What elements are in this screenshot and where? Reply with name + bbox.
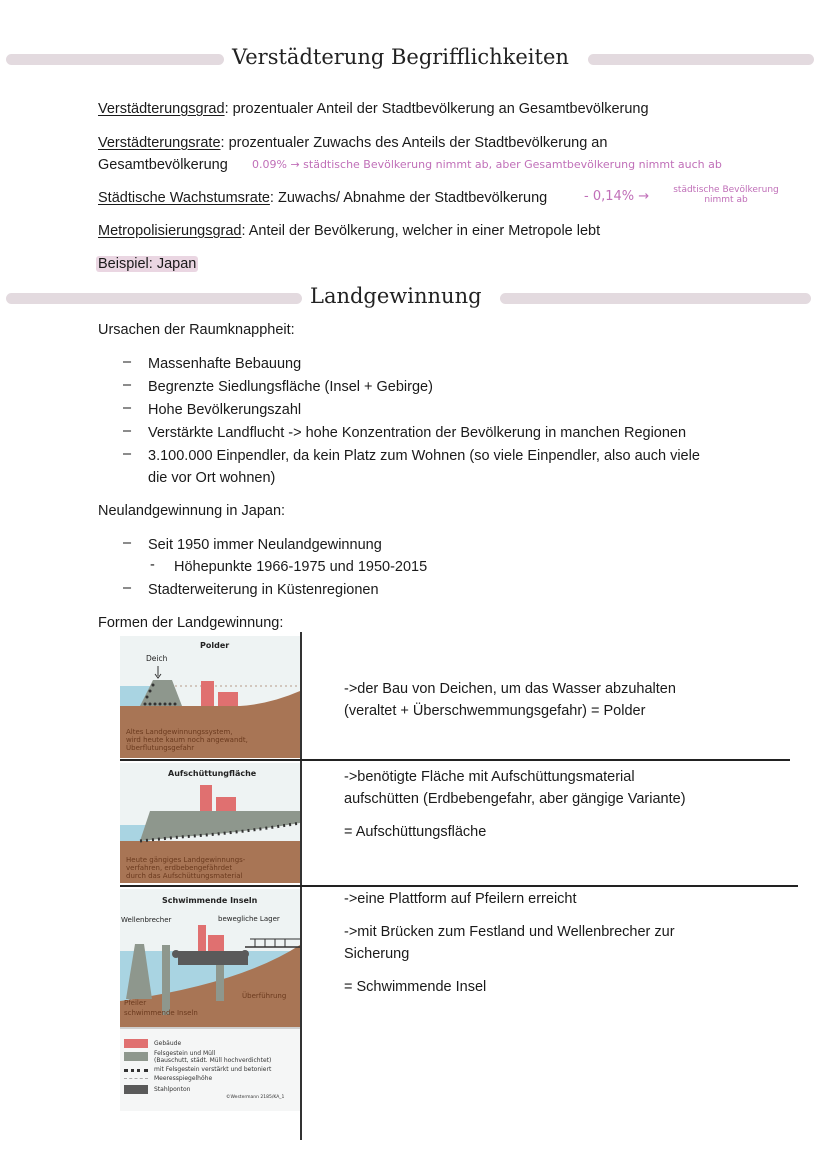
term: Städtische Wachstumsrate (98, 190, 270, 206)
legend-swatch-felsgestein (124, 1052, 148, 1061)
schwimmende-inseln-diagram (120, 889, 300, 1111)
caption-line: durch das Aufschüttungsmaterial (126, 872, 243, 880)
form-description: Sicherung (344, 946, 410, 962)
legend-swatch-gebaeude (124, 1039, 148, 1048)
section-title-landgewinnung: Landgewinnung (310, 284, 482, 308)
definition-text: : Zuwachs/ Abnahme der Stadtbevölkerung (269, 190, 548, 206)
legend-label: Gebäude (154, 1040, 182, 1047)
form-description: = Aufschüttungsfläche (344, 824, 487, 840)
form-description: ->benötigte Fläche mit Aufschüttungsmaterial (344, 769, 635, 785)
japan-subitem: Höhepunkte 1966-1975 und 1950-2015 (174, 559, 428, 575)
bullet-dash: – (123, 446, 132, 462)
term: Metropolisierungsgrad (98, 223, 242, 239)
cause-item: Massenhafte Bebauung (148, 356, 302, 372)
form-description: ->mit Brücken zum Festland und Wellenbrecher zur (344, 924, 675, 940)
legend-swatch-sealevel (124, 1078, 148, 1079)
label-wellenbrecher: Wellenbrecher (121, 916, 172, 924)
label-pfeiler: Pfeiler (124, 999, 147, 1007)
table-divider-row2 (120, 885, 798, 887)
aufschuettung-diagram (120, 763, 300, 883)
image-label-dike: Deich (146, 654, 168, 663)
definition-verstaedterungsrate (98, 133, 607, 153)
bullet-dash: – (123, 580, 132, 596)
japan-heading: Neulandgewinnung in Japan: (98, 503, 286, 519)
note-line: städtische Bevölkerung (673, 185, 779, 195)
definition-text: : prozentualer Anteil der Stadtbevölkerung an Gesamtbevölkerung (224, 101, 649, 117)
definition-verstaedterungsrate-cont: Gesamtbevölkerung (98, 157, 228, 173)
cause-item: 3.100.000 Einpendler, da kein Platz zum Wohnen (so viele Einpendler, also auch viele (148, 448, 700, 464)
banner-bar-left (6, 293, 302, 304)
cause-item: Verstärkte Landflucht -> hohe Konzentration der Bevölkerung in manchen Regionen (148, 425, 687, 441)
bullet-dash: – (123, 400, 132, 416)
caption-line: verfahren, erdbebengefährdet (126, 864, 233, 872)
forms-heading: Formen der Landgewinnung: (98, 615, 284, 631)
bullet-dash: – (123, 423, 132, 439)
legend-swatch-dots (124, 1069, 148, 1072)
definition-verstaedterungsgrad (98, 99, 649, 119)
form-description: ->der Bau von Deichen, um das Wasser abzuhalten (344, 681, 676, 697)
legend-swatch-stahlponton (124, 1085, 148, 1094)
cause-item-cont: die vor Ort wohnen) (148, 470, 276, 486)
term: Verstädterungsrate (98, 135, 221, 151)
legend-label: mit Felsgestein verstärkt und betoniert (154, 1066, 272, 1073)
legend-label: Meeresspiegelhöhe (154, 1075, 213, 1082)
label-schwimmende-inseln: schwimmende Inseln (124, 1009, 198, 1017)
caption-line: Altes Landgewinnungssystem, (126, 728, 233, 736)
form-description: aufschütten (Erdbebengefahr, aber gängige Variante) (344, 791, 686, 807)
legend-line: (Bauschutt, städt. Müll hochverdichtet) (154, 1057, 272, 1064)
polder-diagram (120, 636, 300, 758)
label-bewegliche-lager: bewegliche Lager (218, 915, 280, 923)
legend-label: Stahlponton (154, 1086, 191, 1093)
japan-item: Seit 1950 immer Neulandgewinnung (148, 537, 382, 553)
cause-item: Hohe Bevölkerungszahl (148, 402, 302, 418)
handwritten-note-growth-value: - 0,14% → (584, 189, 650, 204)
copyright: ©Westermann 2185/KA_1 (226, 1095, 285, 1100)
banner-bar-left (6, 54, 224, 65)
legend-line: Felsgestein und Müll (154, 1050, 216, 1057)
image-title: Schwimmende Inseln (162, 896, 258, 905)
form-description: ->eine Plattform auf Pfeilern erreicht (344, 891, 577, 907)
image-caption (126, 728, 248, 752)
note-line: nimmt ab (704, 195, 748, 205)
causes-heading: Ursachen der Raumknappheit: (98, 322, 295, 338)
bullet-sub-dash: - (150, 557, 155, 573)
form-description: (veraltet + Überschwemmungsgefahr) = Polder (344, 703, 646, 719)
caption-line: Heute gängiges Landgewinnungs- (126, 856, 246, 864)
japan-item: Stadterweiterung in Küstenregionen (148, 582, 379, 598)
cause-item: Begrenzte Siedlungsfläche (Insel + Gebirge) (148, 379, 433, 395)
handwritten-note-rate: 0.09% → städtische Bevölkerung nimmt ab, aber Gesamtbevölkerung nimmt auch ab (252, 158, 722, 171)
bullet-dash: – (123, 354, 132, 370)
definition-wachstumsrate (98, 188, 547, 208)
caption-line: wird heute kaum noch angewandt, (126, 736, 248, 744)
banner-bar-right (588, 54, 814, 65)
example-label (98, 254, 198, 274)
definition-text: : prozentualer Zuwachs des Anteils der Stadtbevölkerung an (220, 135, 608, 151)
image-caption (126, 856, 245, 880)
label-ueberfuehrung: Überführung (242, 992, 287, 1000)
bullet-dash: – (123, 535, 132, 551)
form-description: = Schwimmende Insel (344, 979, 487, 995)
image-title: Aufschüttungfläche (168, 769, 257, 778)
bullet-dash: – (123, 377, 132, 393)
image-title: Polder (200, 641, 230, 650)
banner-bar-right (500, 293, 811, 304)
table-divider-row1 (120, 759, 790, 761)
handwritten-note-growth-text (664, 185, 788, 205)
definition-metropolisierungsgrad (98, 221, 600, 241)
term: Verstädterungsgrad (98, 101, 225, 117)
highlighted-example: Beispiel: Japan (98, 256, 197, 272)
section-title-verstaedterung: Verstädterung Begrifflichkeiten (232, 45, 569, 69)
caption-line: Überflutungsgefahr (126, 744, 195, 752)
legend-label (154, 1050, 271, 1064)
definition-text: : Anteil der Bevölkerung, welcher in einer Metropole lebt (241, 223, 601, 239)
